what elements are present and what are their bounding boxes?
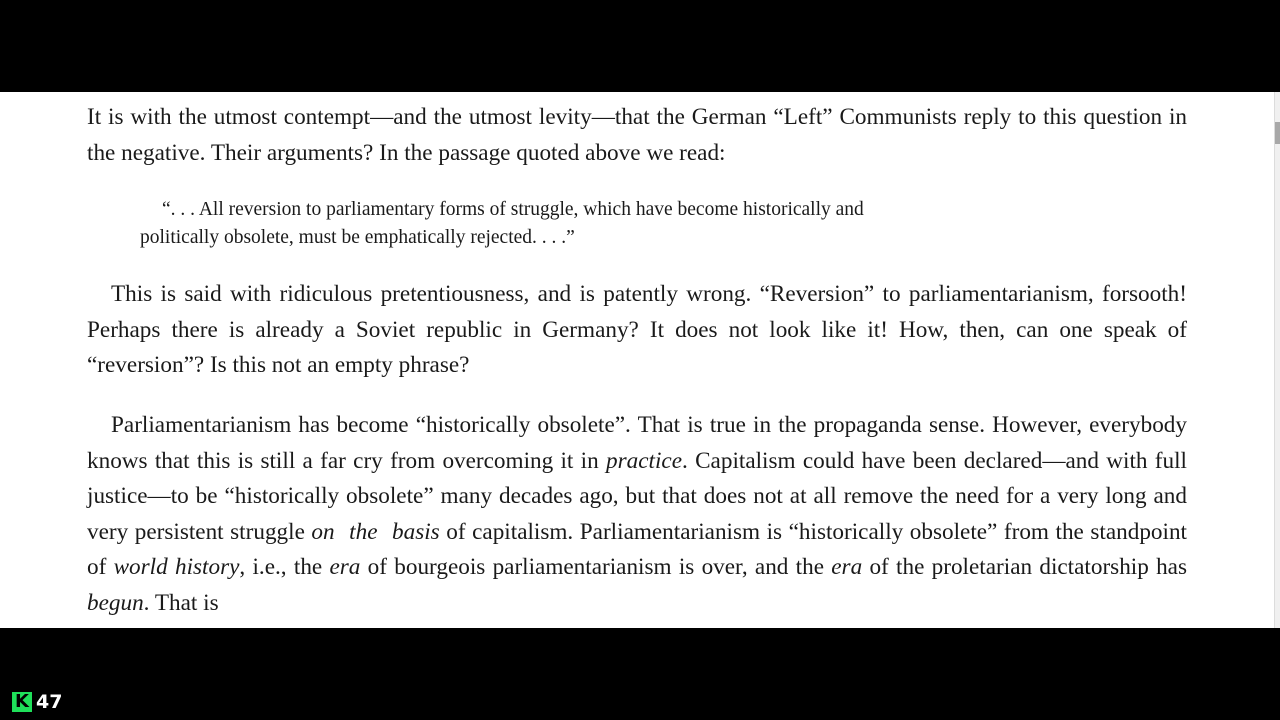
k-logo-icon [12, 692, 32, 712]
paragraph-3-text: of bourgeois parliamentarianism is over, and the [360, 554, 832, 581]
block-quote [140, 196, 1112, 252]
paragraph-3-emphasis: on the basis [311, 518, 440, 545]
quote-line-1: “. . . All reversion to parliamentary forms of struggle, which have become historically and [162, 199, 864, 220]
k-logo-letter: K [15, 691, 29, 712]
paragraph-3-emphasis: era [831, 554, 863, 581]
document-page [0, 92, 1274, 628]
paragraph-2: This is said with ridiculous pretentiousness, and is patently wrong. “Reversion” to parliamentarianism, forsooth! Perhaps there is already a Soviet republic in Germany? It does not look like it! How, then, can one speak of “reversion”? Is this not an empty phrase? [87, 281, 1187, 379]
paragraph-3-emphasis: begun [87, 589, 144, 616]
top-black-bar [0, 0, 1280, 92]
paragraph-3-text: , i.e., the [239, 554, 330, 581]
paragraph-3-text: of the proletarian dictatorship has [862, 554, 1188, 581]
vertical-scrollbar[interactable] [1274, 92, 1280, 628]
paragraph-3 [87, 408, 1187, 622]
bottom-black-bar [0, 628, 1280, 720]
paragraph-3-text: . That is [143, 589, 219, 616]
paragraph-3-text: . Capitalism could have been declared—and with full justice—to be “historically obsolete” many decades ago, but that does not at all remove the need for a very long and very persistent struggle [87, 447, 1188, 545]
overlay-badge [12, 690, 62, 714]
paragraph-3-text: Parliamentarianism has become “historically obsolete”. That is true in the propaganda sense. However, everybody knows that this is still a far cry from overcoming it in [87, 412, 1187, 474]
scrollbar-thumb[interactable] [1275, 122, 1280, 144]
paragraph-3-text: of capitalism. Parliamentarianism is “historically obsolete” from the standpoint of [87, 518, 1187, 581]
badge-count: 47 [36, 691, 63, 713]
paragraph-3-emphasis: world history [113, 554, 240, 581]
paragraph-3-emphasis: era [329, 554, 361, 581]
paragraph-1: It is with the utmost contempt—and the utmost levity—that the German “Left” Communists reply to this question in the negative. Their arguments? In the passage quoted above we read: [87, 104, 1187, 166]
paragraph-3-emphasis: practice [606, 447, 682, 474]
quote-line-2: politically obsolete, must be emphatically rejected. . . .” [140, 227, 575, 248]
